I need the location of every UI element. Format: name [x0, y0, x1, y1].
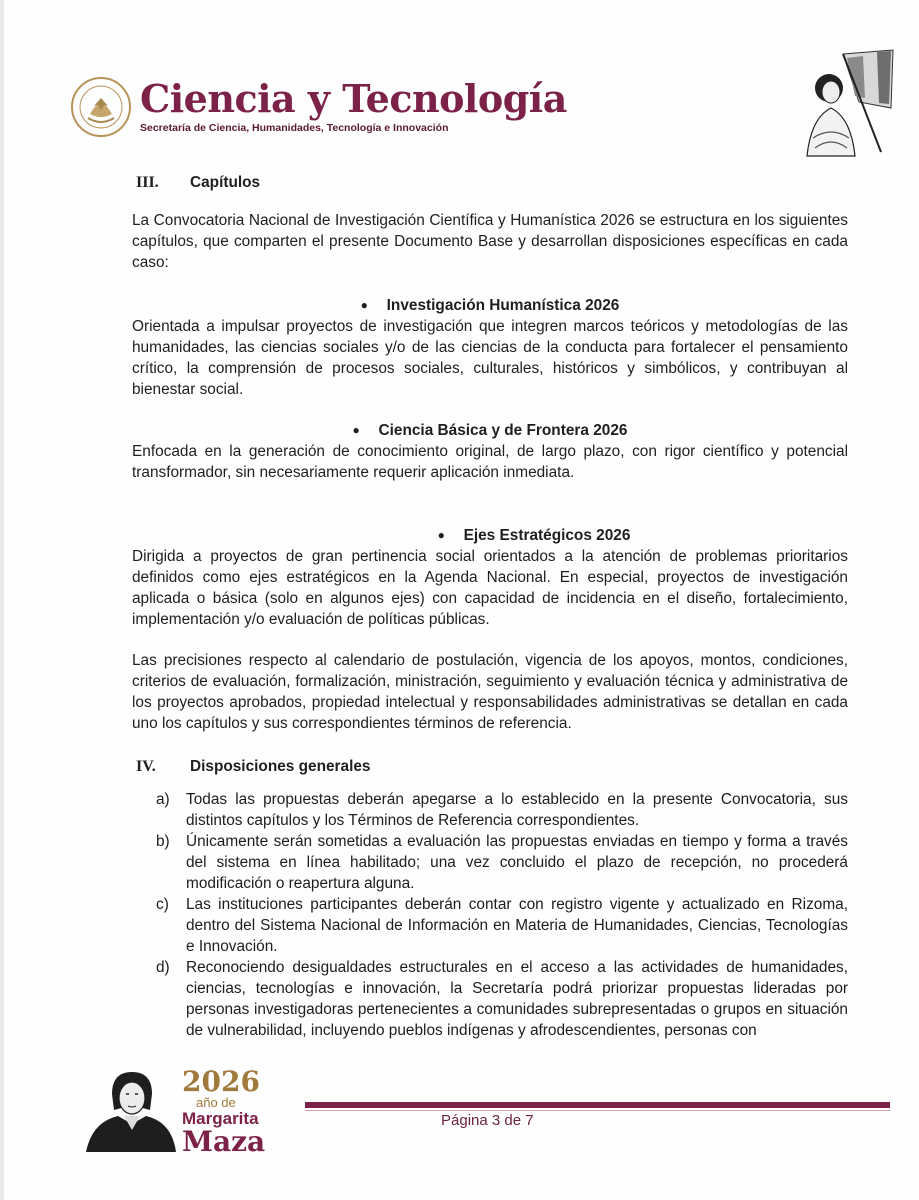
list-marker: c): [156, 896, 169, 913]
flag-illustration: [785, 48, 895, 158]
chapter-description: Dirigida a proyectos de gran pertinencia social orientados a la atención de problemas prioritarios definidos como ejes estratégicos en la Agenda Nacional. En especial, proyectos de investigación aplicada o básica (solo en algunos ejes) con capacidad de incidencia en el diseño, fortalecimiento, implementación y/o evaluación de políticas públicas.: [132, 548, 848, 628]
page-number: Página 3 de 7: [441, 1112, 534, 1129]
list-text: Todas las propuestas deberán apegarse a lo establecido en la presente Convocatoria, sus distintos capítulos y los Términos de Referencia correspondientes.: [186, 791, 848, 829]
chapter-heading: [132, 420, 848, 441]
list-marker: b): [156, 833, 170, 850]
footer-divider: [305, 1102, 890, 1108]
section-number: III.: [136, 174, 159, 191]
bullet-icon: ●: [437, 528, 445, 542]
logo-year: 2026: [182, 1065, 260, 1098]
national-seal-icon: [70, 76, 132, 138]
brand-subtitle: Secretaría de Ciencia, Humanidades, Tecnología e Innovación: [140, 122, 449, 134]
brand-title: Ciencia y Tecnología: [140, 76, 567, 121]
chapter-title: Ciencia Básica y de Frontera 2026: [378, 422, 628, 439]
list-item: [132, 894, 848, 957]
logo-name: Margarita: [182, 1109, 259, 1128]
logo-line: año de: [196, 1095, 236, 1110]
chapter-heading: [132, 525, 848, 546]
provisions-list: [132, 789, 848, 1041]
list-item: [132, 789, 848, 831]
section-intro: La Convocatoria Nacional de Investigación Científica y Humanística 2026 se estructura en los siguientes capítulos, que comparten el presente Documento Base y desarrollan disposiciones específicas en cada caso:: [132, 212, 848, 271]
brand-block: [140, 78, 567, 134]
chapter-description: Enfocada en la generación de conocimiento original, de largo plazo, con rigor científico y potencial transformador, sin necesariamente requerir aplicación inmediata.: [132, 443, 848, 481]
list-text: Las instituciones participantes deberán contar con registro vigente y actualizado en Rizoma, dentro del Sistema Nacional de Información en Materia de Humanidades, Ciencias, Tecnologías e Innovación.: [186, 896, 848, 955]
page-edge: [0, 0, 4, 1200]
list-marker: d): [156, 959, 170, 976]
logo-surname: Maza: [182, 1125, 266, 1158]
section-heading-iv: [132, 756, 848, 777]
section-closing: Las precisiones respecto al calendario de postulación, vigencia de los apoyos, montos, condiciones, criterios de evaluación, formalización, ministración, seguimiento y evaluación técnica y administrativa de los proyectos aprobados, propiedad intelectual y responsabilidades administrativas se detallan en cada uno los capítulos y sus correspondientes términos de referencia.: [132, 652, 848, 732]
bullet-icon: ●: [352, 423, 360, 437]
chapter-heading: [132, 295, 848, 316]
section-number: IV.: [136, 758, 156, 775]
section-title: Capítulos: [190, 174, 261, 191]
section-heading-iii: [132, 172, 848, 193]
year-logo: [182, 1065, 266, 1158]
section-title: Disposiciones generales: [190, 758, 371, 775]
bullet-icon: ●: [360, 298, 368, 312]
footer-divider-thin: [305, 1110, 890, 1111]
document-body: [132, 172, 848, 1041]
list-text: Únicamente serán sometidas a evaluación las propuestas enviadas en tiempo y forma a través del sistema en línea habilitado; una vez concluido el plazo de recepción, no procederá modificación o reapertura alguna.: [186, 833, 848, 892]
list-marker: a): [156, 791, 170, 808]
list-text: Reconociendo desigualdades estructurales en el acceso a las actividades de humanidades, ciencias, tecnologías e innovación, la Secretaría podrá priorizar propuestas lideradas por personas investigadoras pertenecientes a comunidades subrepresentadas o grupos en situación de vulnerabilidad, incluyendo pueblos indígenas y afrodescendientes, personas con: [186, 959, 848, 1039]
chapter-description: Orientada a impulsar proyectos de investigación que integren marcos teóricos y metodologías de las humanidades, las ciencias sociales y/o de las ciencias de la conducta para fortalecer el pensamiento crítico, la comprensión de procesos sociales, culturales, históricos y simbólicos, y contribuyan al bienestar social.: [132, 318, 848, 398]
chapter-title: Investigación Humanística 2026: [386, 297, 620, 314]
chapter-title: Ejes Estratégicos 2026: [463, 527, 631, 544]
letterhead: [70, 70, 850, 160]
list-item: [132, 957, 848, 1041]
portrait-illustration: [82, 1064, 178, 1152]
list-item: [132, 831, 848, 894]
